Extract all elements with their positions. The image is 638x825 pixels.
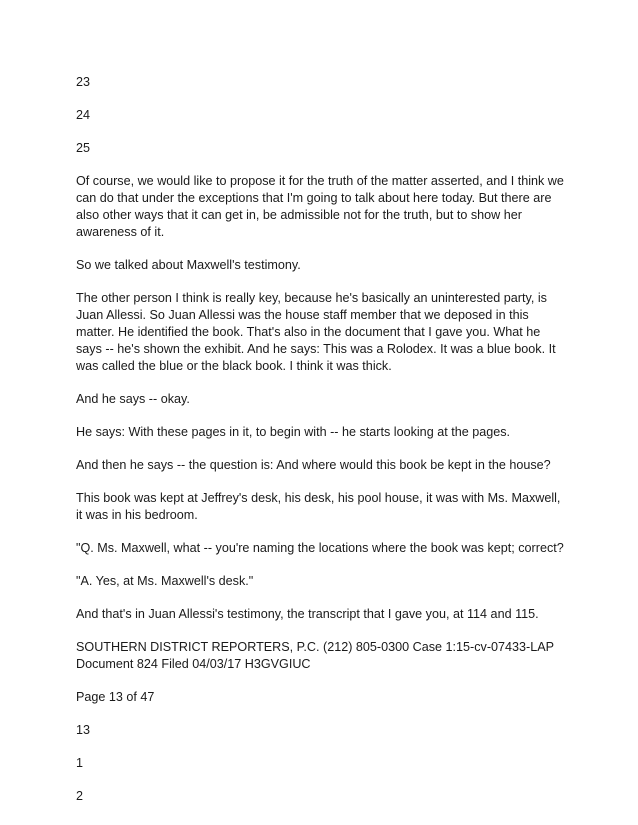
line-number: 24 bbox=[76, 108, 91, 122]
document-body bbox=[76, 74, 568, 821]
transcript-paragraph: So we talked about Maxwell's testimony. bbox=[76, 258, 301, 272]
transcript-paragraph: The other person I think is really key, because he's basically an uninterested party, is Juan Allessi. So Juan Allessi was the house staff member that we deposed in this matter. He identified the book. That's also in the document that I gave you. What he says -- he's shown the exhibit. And he says: This was a Rolodex. It was a blue book. It was called the blue or the black book. I think it was thick. bbox=[76, 291, 556, 373]
transcript-paragraph: And that's in Juan Allessi's testimony, the transcript that I gave you, at 114 and 115. bbox=[76, 607, 539, 621]
page-footer-header: SOUTHERN DISTRICT REPORTERS, P.C. (212) 805-0300 Case 1:15-cv-07433-LAP Document 824 Filed 04/03/17 H3GVGIUC bbox=[76, 640, 554, 671]
transcript-answer: "A. Yes, at Ms. Maxwell's desk." bbox=[76, 574, 254, 588]
transcript-paragraph: And then he says -- the question is: And where would this book be kept in the house? bbox=[76, 458, 551, 472]
transcript-paragraph: Of course, we would like to propose it for the truth of the matter asserted, and I think we can do that under the exceptions that I'm going to talk about here today. But there are also other ways that it can get in, be admissible not for the truth, but to show her awareness of it. bbox=[76, 174, 564, 239]
transcript-question: "Q. Ms. Maxwell, what -- you're naming the locations where the book was kept; correct? bbox=[76, 541, 564, 555]
page-number: 13 bbox=[76, 723, 91, 737]
transcript-paragraph: He says: With these pages in it, to begin with -- he starts looking at the pages. bbox=[76, 425, 511, 439]
line-number: 23 bbox=[76, 75, 91, 89]
transcript-paragraph: This book was kept at Jeffrey's desk, his desk, his pool house, it was with Ms. Maxwell, it was in his bedroom. bbox=[76, 491, 561, 522]
line-number: 25 bbox=[76, 141, 91, 155]
transcript-paragraph: And he says -- okay. bbox=[76, 392, 190, 406]
page-indicator: Page 13 of 47 bbox=[76, 690, 155, 704]
line-number: 2 bbox=[76, 789, 84, 803]
line-number: 1 bbox=[76, 756, 84, 770]
